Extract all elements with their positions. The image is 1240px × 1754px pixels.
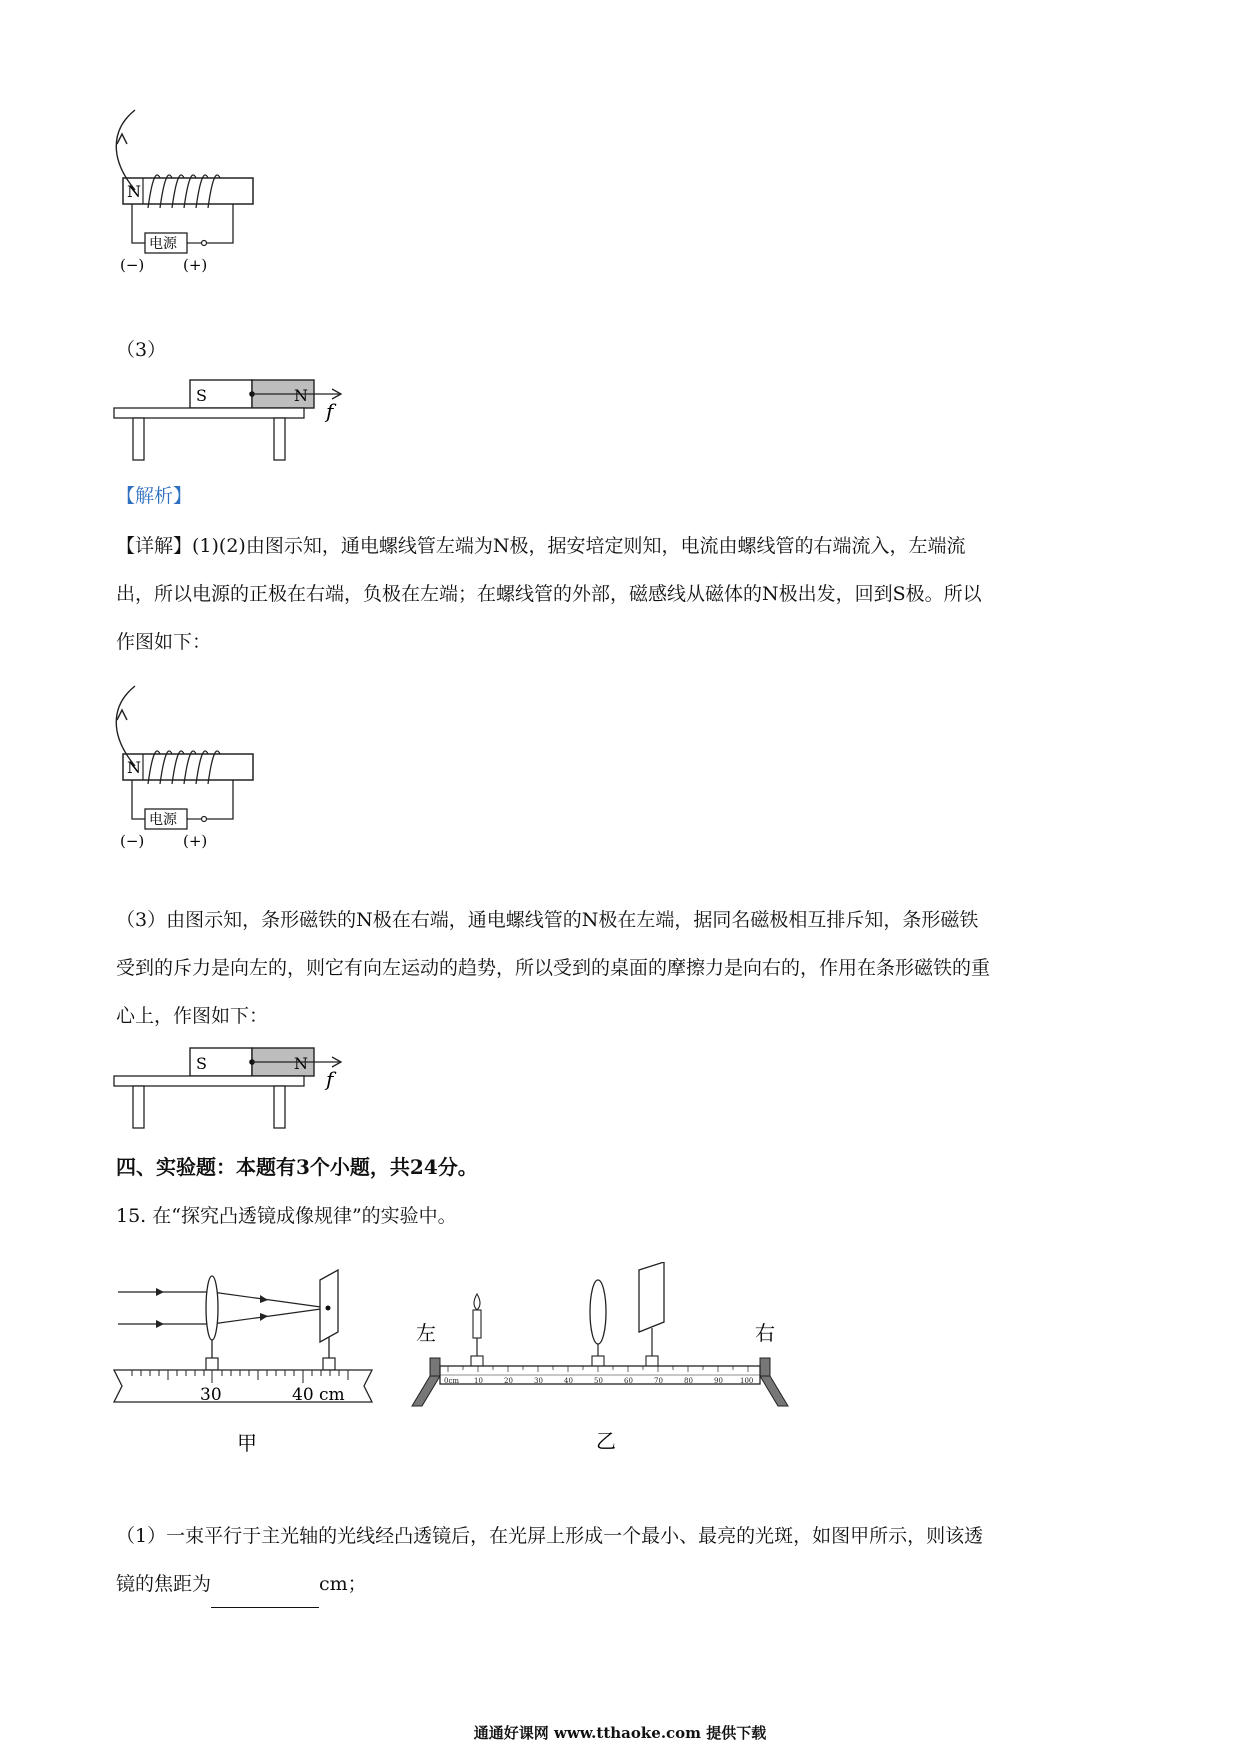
solenoid-pole-label: N	[127, 182, 141, 201]
bench-tick-20: 20	[504, 1377, 513, 1385]
detail-line-3: 作图如下：	[116, 631, 212, 653]
q15-part1-prefix: 镜的焦距为	[116, 1573, 212, 1595]
answer-blank[interactable]	[211, 1587, 319, 1608]
solenoid-figure-2	[100, 676, 300, 886]
figure-caption-yi: 乙	[596, 1429, 616, 1453]
solenoid-figure-1	[100, 100, 300, 310]
magnet-n-label: N	[294, 1054, 308, 1073]
analysis-tag: 【解析】	[116, 485, 193, 507]
power-source-label: 电源	[149, 812, 177, 828]
detail-line-1: 【详解】(1)(2)由图示知，通电螺线管左端为N极，据安培定则知，电流由螺线管的右端流入，左端流	[116, 535, 966, 557]
page-footer: 通通好课网 www.tthaoke.com 提供下载	[473, 1724, 767, 1742]
friction-label: f	[326, 399, 334, 423]
bench-tick-90: 90	[714, 1377, 723, 1385]
bench-tick-60: 60	[624, 1377, 633, 1385]
minus-terminal-label: (−)	[120, 832, 145, 850]
magnet-s-label: S	[196, 1054, 207, 1073]
ruler-tick-40cm: 40 cm	[292, 1385, 345, 1405]
q15-part1-suffix: cm；	[319, 1573, 367, 1595]
question-15: 15. 在“探究凸透镜成像规律”的实验中。	[116, 1205, 457, 1227]
magnet-table-figure-2	[112, 1042, 352, 1142]
minus-terminal-label: (−)	[120, 256, 145, 274]
friction-label: f	[326, 1067, 334, 1091]
bench-tick-80: 80	[684, 1377, 693, 1385]
part3-line-3: 心上，作图如下：	[116, 1005, 269, 1027]
bench-tick-100: 100	[740, 1377, 754, 1385]
optical-bench-figure	[408, 1262, 798, 1462]
power-source-label: 电源	[149, 236, 177, 252]
part3-line-2: 受到的斥力是向左的，则它有向左运动的趋势，所以受到的桌面的摩擦力是向右的，作用在条形磁铁的重	[116, 957, 991, 979]
magnet-n-label: N	[294, 386, 308, 405]
q15-part1-line-1: （1）一束平行于主光轴的光线经凸透镜后，在光屏上形成一个最小、最亮的光斑，如图甲所示，则该透	[116, 1525, 984, 1547]
solenoid-pole-label: N	[127, 758, 141, 777]
bench-left-label: 左	[416, 1321, 436, 1345]
bench-tick-70: 70	[654, 1377, 663, 1385]
magnet-s-label: S	[196, 386, 207, 405]
bench-tick-30: 30	[534, 1377, 543, 1385]
ruler-tick-30: 30	[200, 1385, 222, 1405]
bench-tick-50: 50	[594, 1377, 603, 1385]
plus-terminal-label: (+)	[183, 832, 208, 850]
bench-tick-10: 10	[474, 1377, 483, 1385]
magnet-table-figure-1	[112, 374, 352, 474]
detail-line-2: 出，所以电源的正极在右端，负极在左端；在螺线管的外部，磁感线从磁体的N极出发，回到S极。所以	[116, 583, 982, 605]
q15-part1-line-2	[116, 1560, 1126, 1608]
bench-tick-0: 0cm	[444, 1377, 460, 1385]
section-heading: 四、实验题：本题有3个小题，共24分。	[116, 1155, 478, 1179]
part3-label: （3）	[116, 339, 167, 361]
bench-tick-40: 40	[564, 1377, 573, 1385]
plus-terminal-label: (+)	[183, 256, 208, 274]
lens-focus-figure	[110, 1262, 390, 1462]
figure-caption-jia: 甲	[237, 1431, 257, 1455]
bench-right-label: 右	[755, 1321, 775, 1345]
part3-line-1: （3）由图示知，条形磁铁的N极在右端，通电螺线管的N极在左端，据同名磁极相互排斥知，条形磁铁	[116, 909, 979, 931]
